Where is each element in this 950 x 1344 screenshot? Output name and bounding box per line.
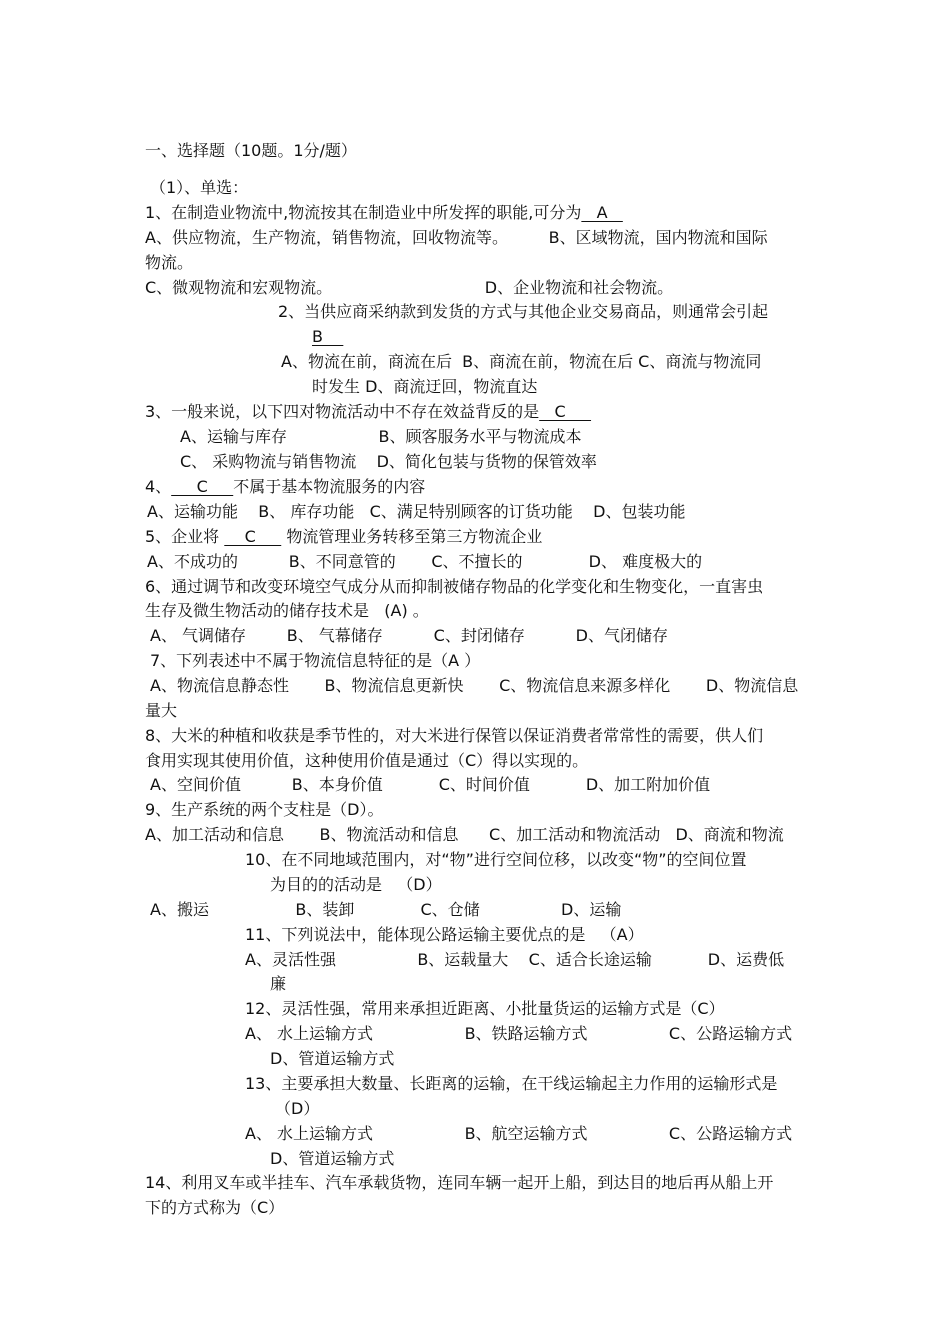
- question-line: 廉: [270, 974, 287, 993]
- question-line: A、不成功的 B、不同意管的 C、不擅长的 D、 难度极大的: [147, 552, 703, 571]
- question-line: A、空间价值 B、本身价值 C、时间价值 D、加工附加价值: [150, 775, 711, 794]
- question-line: 量大: [145, 701, 178, 720]
- question-line: 为目的的活动是 （D）: [270, 875, 442, 894]
- answer-blank: C: [539, 402, 592, 421]
- question-line: D、管道运输方式: [270, 1149, 395, 1168]
- question-line: 8、大米的种植和收获是季节性的，对大米进行保管以保证消费者常常性的需要，供人们: [145, 726, 764, 745]
- question-line: 物流。: [145, 253, 194, 272]
- question-line: A、 水上运输方式 B、航空运输方式 C、公路运输方式: [245, 1124, 793, 1143]
- question-line: 10、在不同地域范围内，对“物”进行空间位移，以改变“物”的空间位置: [245, 850, 747, 869]
- question-line: C、微观物流和宏观物流。 D、企业物流和社会物流。: [145, 278, 674, 297]
- question-line: 12、灵活性强，常用来承担近距离、小批量货运的运输方式是（C）: [245, 999, 725, 1018]
- question-line: A、 水上运输方式 B、铁路运输方式 C、公路运输方式: [245, 1024, 793, 1043]
- question-line: A、运输功能 B、 库存功能 C、满足特别顾客的订货功能 D、包装功能: [147, 502, 686, 521]
- question-line: A、物流在前，商流在后 B、商流在前，物流在后 C、商流与物流同: [281, 352, 762, 371]
- question-line: [145, 527, 542, 547]
- question-line: 11、下列说法中，能体现公路运输主要优点的是 （A）: [245, 925, 644, 944]
- answer-blank: A: [581, 203, 623, 222]
- question-line: [145, 402, 591, 422]
- question-line: （D）: [275, 1099, 320, 1118]
- question-text: 物流管理业务转移至第三方物流企业: [281, 527, 543, 546]
- question-line: 7、下列表述中不属于物流信息特征的是（A ）: [150, 651, 481, 670]
- question-line: 9、生产系统的两个支柱是（D）。: [145, 800, 384, 819]
- question-line: A、物流信息静态性 B、物流信息更新快 C、物流信息来源多样化 D、物流信息: [150, 676, 799, 695]
- answer-blank: C: [171, 477, 234, 496]
- section-title: 一、选择题（10题。1分/题）: [145, 141, 357, 160]
- subsection-title: （1）、单选：: [150, 178, 249, 197]
- question-line: A、灵活性强 B、运载量大 C、适合长途运输 D、运费低: [245, 950, 785, 969]
- question-text: 3、一般来说，以下四对物流活动中不存在效益背反的是: [145, 402, 540, 421]
- question-line: 2、当供应商采纳款到发货的方式与其他企业交易商品，则通常会引起: [278, 302, 769, 321]
- question-line: 食用实现其使用价值，这种使用价值是通过（C）得以实现的。: [145, 751, 589, 770]
- question-line: A、搬运 B、装卸 C、仓储 D、运输: [150, 900, 622, 919]
- question-line: A、 气调储存 B、 气幕储存 C、封闭储存 D、气闭储存: [150, 626, 668, 645]
- question-line: 下的方式称为（C）: [145, 1198, 285, 1217]
- question-line: A、加工活动和信息 B、物流活动和信息 C、加工活动和物流活动 D、商流和物流: [145, 825, 784, 844]
- question-line: C、 采购物流与销售物流 D、简化包装与货物的保管效率: [180, 452, 597, 471]
- answer-blank: B: [312, 327, 344, 346]
- question-line: 6、通过调节和改变环境空气成分从而抑制被储存物品的化学变化和生物变化，一直害虫: [145, 577, 764, 596]
- question-line: [145, 477, 425, 497]
- question-text: 4、: [145, 477, 172, 496]
- question-text: 不属于基本物流服务的内容: [233, 477, 426, 496]
- question-line: 13、主要承担大数量、长距离的运输，在干线运输起主力作用的运输形式是: [245, 1074, 778, 1093]
- question-line: A、供应物流，生产物流，销售物流，回收物流等。 B、区域物流，国内物流和国际: [145, 228, 768, 247]
- question-text: 5、企业将: [145, 527, 225, 546]
- question-line: D、管道运输方式: [270, 1049, 395, 1068]
- question-line: 14、利用叉车或半挂车、汽车承载货物，连同车辆一起开上船，到达目的地后再从船上开: [145, 1173, 774, 1192]
- question-line: 时发生 D、商流迂回，物流直达: [312, 377, 538, 396]
- question-text: 1、在制造业物流中,物流按其在制造业中所发挥的职能,可分为: [145, 203, 582, 222]
- question-line: A、运输与库存 B、顾客服务水平与物流成本: [180, 427, 582, 446]
- question-line: [145, 203, 623, 223]
- answer-blank: C: [224, 527, 282, 546]
- question-line: 生存及微生物活动的储存技术是 (A) 。: [145, 601, 429, 620]
